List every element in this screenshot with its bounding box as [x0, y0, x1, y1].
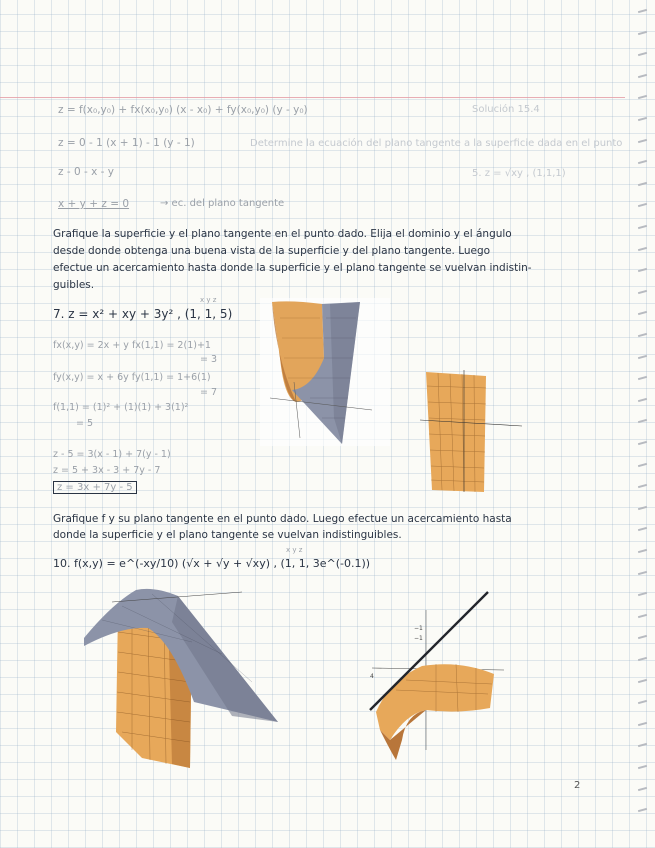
binding-hole: [638, 95, 647, 99]
spiral-binding: [633, 10, 647, 830]
problem-7-f-result: = 5: [76, 418, 94, 429]
binding-hole: [638, 484, 647, 488]
svg-text:−1: −1: [414, 635, 423, 642]
binding-hole: [638, 290, 647, 294]
problem-10-statement: 10. f(x,y) = e^(-xy/10) (√x + √y + √xy) , (1, 1, 3e^(-0.1)): [53, 557, 371, 570]
problem-7-fy: fy(x,y) = x + 6y fy(1,1) = 1+6(1): [53, 372, 211, 383]
binding-hole: [638, 203, 647, 207]
instruction-1-line-2: desde donde obtenga una buena vista de la superficie y del plano tangente. Luego: [53, 245, 491, 257]
problem-7-zoom-plot: [404, 368, 534, 498]
binding-hole: [638, 678, 647, 682]
binding-hole: [638, 462, 647, 466]
binding-hole: [638, 246, 647, 250]
svg-text:4: 4: [370, 673, 374, 680]
binding-hole: [638, 398, 647, 402]
problem-7-surface-plot: [260, 298, 390, 446]
binding-hole: [638, 30, 647, 34]
binding-hole: [638, 138, 647, 142]
binding-hole: [638, 657, 647, 661]
problem-7-point-labels: x y z: [200, 296, 217, 304]
instruction-1-line-1: Grafique la superficie y el plano tangente en el punto dado. Elija el dominio y el ángulo: [53, 228, 512, 240]
binding-hole: [638, 635, 647, 639]
binding-hole: [638, 722, 647, 726]
plane-equation-result: x + y + z = 0: [58, 198, 130, 210]
tangent-plane-formula: z = f(x₀,y₀) + fx(x₀,y₀) (x - x₀) + fy(x₀,y₀) (y - y₀): [58, 104, 308, 116]
problem-7-fx: fx(x,y) = 2x + y fx(1,1) = 2(1)+1: [53, 340, 211, 351]
problem-7-fy-value: = 7: [200, 387, 218, 398]
binding-hole: [638, 117, 647, 121]
binding-hole: [638, 333, 647, 337]
problem-7-solution-2: z = 5 + 3x - 3 + 7y - 7: [53, 465, 161, 476]
binding-hole: [638, 311, 647, 315]
binding-hole: [638, 592, 647, 596]
problem-10-zoom-plot: [366, 590, 526, 765]
instruction-1-line-4: guibles.: [53, 279, 95, 291]
binding-hole: [638, 743, 647, 747]
binding-hole: [638, 182, 647, 186]
problem-10-surface-plot: [82, 582, 282, 770]
problem-7-solution-1: z - 5 = 3(x - 1) + 7(y - 1): [53, 449, 171, 460]
binding-hole: [638, 225, 647, 229]
binding-hole: [638, 786, 647, 790]
binding-hole: [638, 700, 647, 704]
binding-hole: [638, 376, 647, 380]
bleed-text-3: 5. z = √xy , (1,1,1): [472, 168, 566, 179]
binding-hole: [638, 549, 647, 553]
margin-line: [0, 97, 625, 98]
problem-7-fx-value: = 3: [200, 354, 218, 365]
substitution-line: z = 0 - 1 (x + 1) - 1 (y - 1): [58, 137, 195, 149]
problem-7-f-value: f(1,1) = (1)² + (1)(1) + 3(1)²: [53, 402, 189, 413]
binding-hole: [638, 614, 647, 618]
binding-hole: [638, 527, 647, 531]
instruction-2-line-2: donde la superficie y el plano tangente se vuelvan indistinguibles.: [53, 529, 402, 541]
instruction-2-line-1: Grafique f y su plano tangente en el punto dado. Luego efectue un acercamiento hasta: [53, 513, 512, 525]
problem-7-statement: 7. z = x² + xy + 3y² , (1, 1, 5): [53, 307, 233, 321]
binding-hole: [638, 765, 647, 769]
binding-hole: [638, 268, 647, 272]
binding-hole: [638, 74, 647, 78]
binding-hole: [638, 52, 647, 56]
binding-hole: [638, 441, 647, 445]
bleed-text-2: Determine la ecuación del plano tangente a la superficie dada en el punto: [250, 138, 623, 149]
problem-10-point-labels: x y z: [286, 546, 303, 554]
binding-hole: [638, 160, 647, 164]
svg-text:−1: −1: [414, 625, 423, 632]
binding-hole: [638, 419, 647, 423]
plane-equation-note: → ec. del plano tangente: [160, 198, 285, 209]
binding-hole: [638, 570, 647, 574]
simplified-line: z - 0 - x - y: [58, 166, 115, 178]
instruction-1-line-3: efectue un acercamiento hasta donde la superficie y el plano tangente se vuelvan indistin-: [53, 262, 532, 274]
bleed-text-1: Solución 15.4: [472, 104, 540, 115]
binding-hole: [638, 9, 647, 13]
binding-hole: [638, 808, 647, 812]
page-number: 2: [574, 780, 581, 791]
binding-hole: [638, 354, 647, 358]
problem-7-answer: z = 3x + 7y - 5: [53, 482, 137, 493]
binding-hole: [638, 506, 647, 510]
